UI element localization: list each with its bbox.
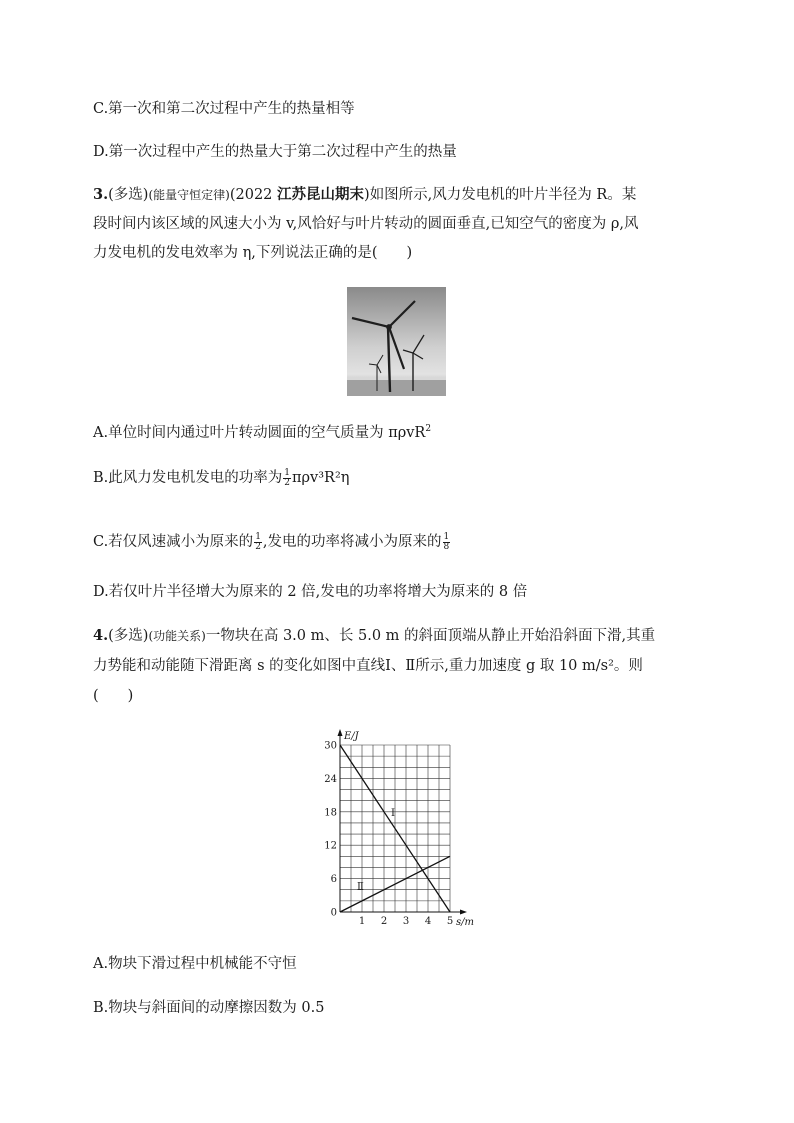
q3-option-c-fraction-2 xyxy=(443,533,451,552)
frac-denominator: 2 xyxy=(255,541,261,552)
series-label-2: Ⅱ xyxy=(357,881,364,893)
series-label-1: Ⅰ xyxy=(391,807,395,819)
q3-option-b-pre: B.此风力发电机发电的功率为 xyxy=(93,470,283,486)
q4-stem-line3: ( ) xyxy=(93,688,134,704)
q3-stem-rest: 如图所示,风力发电机的叶片半径为 R。某 xyxy=(369,187,637,203)
q3-option-a-sup: 2 xyxy=(425,424,432,434)
q3-source-post: ) xyxy=(364,187,370,203)
q4-stem-line2: 力势能和动能随下滑距离 s 的变化如图中直线Ⅰ、Ⅱ所示,重力加速度 g 取 10 m/s²。则 xyxy=(93,658,643,674)
option-c-previous: C.第一次和第二次过程中产生的热量相等 xyxy=(93,101,355,117)
q3-option-b-fraction xyxy=(283,469,291,488)
q4-stem-line1 xyxy=(93,626,655,646)
q3-option-a-text: A.单位时间内通过叶片转动圆面的空气质量为 πρvR xyxy=(93,425,426,441)
q3-option-b-post: πρv³R²η xyxy=(292,470,350,486)
frac-numerator: 1 xyxy=(255,531,261,542)
q3-tag: (多选) xyxy=(108,187,149,203)
y-tick-label: 12 xyxy=(324,840,337,852)
q4-option-a: A.物块下滑过程中机械能不守恒 xyxy=(93,956,297,972)
q4-tag: (多选) xyxy=(108,628,149,644)
q4-number: 4. xyxy=(93,627,109,644)
x-tick-label: 1 xyxy=(358,916,366,927)
q3-number: 3. xyxy=(93,186,109,203)
y-tick-label: 18 xyxy=(324,807,337,819)
wind-turbine-photo xyxy=(347,287,446,396)
x-axis-arrow xyxy=(460,910,467,915)
q3-option-c-mid: ,发电的功率将减小为原来的 xyxy=(262,534,442,550)
q4-topic: (功能关系) xyxy=(148,629,206,643)
q3-stem-line3: 力发电机的发电效率为 η,下列说法正确的是( ) xyxy=(93,245,413,261)
x-tick-label: 2 xyxy=(380,916,388,927)
q3-option-a xyxy=(93,419,431,443)
energy-distance-chart xyxy=(318,724,483,929)
y-axis-arrow xyxy=(338,729,343,736)
q3-option-d: D.若仅叶片半径增大为原来的 2 倍,发电的功率将增大为原来的 8 倍 xyxy=(93,584,528,600)
frac-denominator: 8 xyxy=(443,541,450,552)
chart-labels xyxy=(324,731,474,928)
q3-option-b xyxy=(93,468,349,488)
q3-option-c xyxy=(93,532,451,552)
q3-stem-line2: 段时间内该区域的风速大小为 v,风恰好与叶片转动的圆面垂直,已知空气的密度为 ρ,风 xyxy=(93,216,639,232)
q3-option-c-fraction-1 xyxy=(254,533,262,552)
q3-source-pre: (2022 xyxy=(229,187,278,203)
y-tick-label: 0 xyxy=(330,907,337,919)
q3-stem-line1 xyxy=(93,185,636,205)
q4-stem-rest: 一物块在高 3.0 m、长 5.0 m 的斜面顶端从静止开始沿斜面下滑,其重 xyxy=(205,628,656,644)
y-axis-label: E/J xyxy=(344,731,359,742)
y-tick-label: 24 xyxy=(324,773,337,785)
q3-topic: (能量守恒定律) xyxy=(148,188,230,202)
y-tick-label: 30 xyxy=(324,740,337,752)
q4-option-b: B.物块与斜面间的动摩擦因数为 0.5 xyxy=(93,1000,325,1016)
frac-denominator: 2 xyxy=(284,477,290,488)
q3-option-c-pre: C.若仅风速减小为原来的 xyxy=(93,534,254,550)
x-tick-label: 4 xyxy=(424,916,432,927)
option-d-previous: D.第一次过程中产生的热量大于第二次过程中产生的热量 xyxy=(93,144,457,160)
q3-source-bold: 江苏昆山期末 xyxy=(277,186,365,203)
x-tick-label: 3 xyxy=(402,916,410,927)
x-axis-label: s/m xyxy=(456,917,474,928)
y-tick-label: 6 xyxy=(330,874,337,886)
frac-numerator: 1 xyxy=(284,467,290,478)
x-tick-label: 5 xyxy=(446,916,454,927)
frac-numerator: 1 xyxy=(443,531,450,542)
